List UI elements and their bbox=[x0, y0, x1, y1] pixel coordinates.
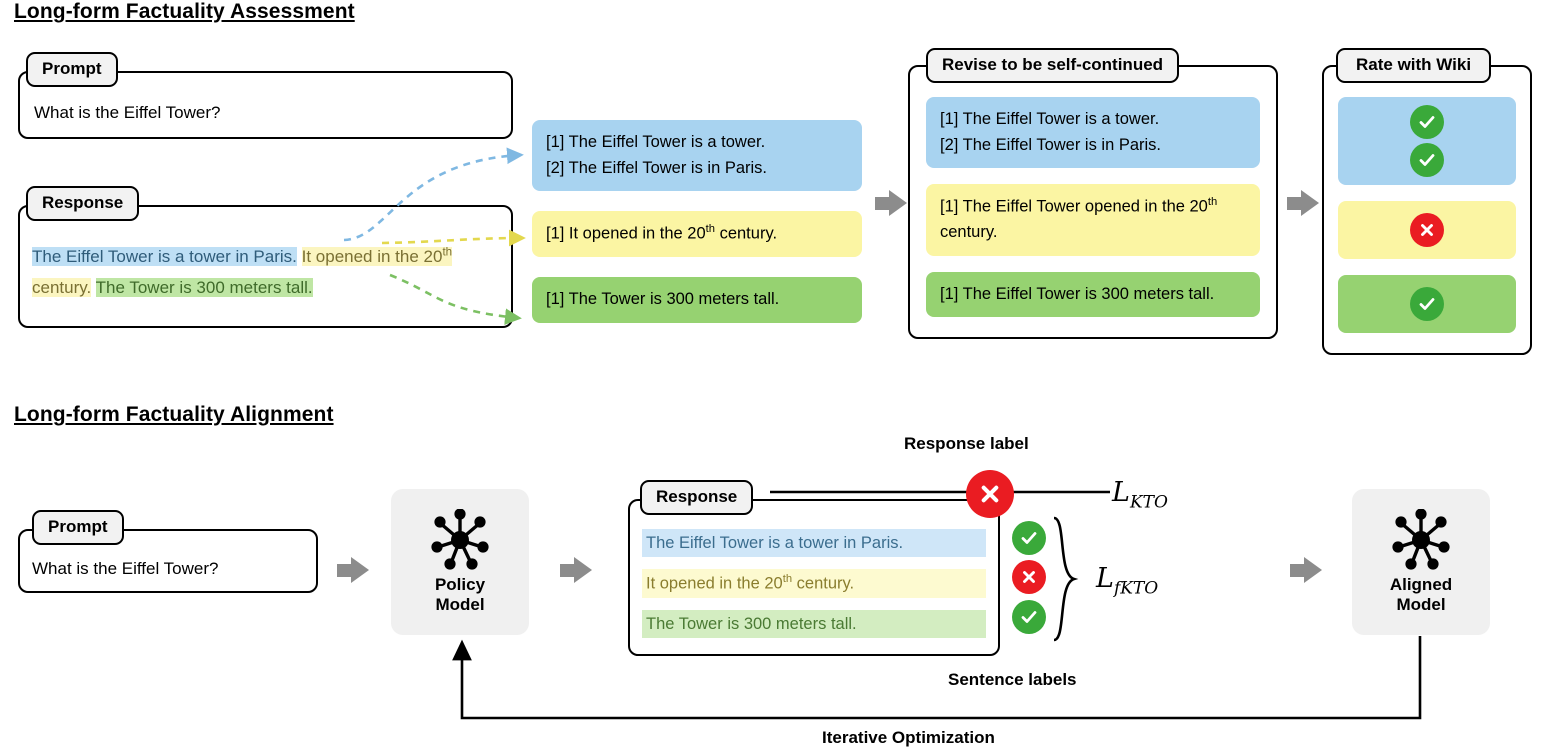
check-icon bbox=[1410, 287, 1444, 321]
iterative-optimization-caption: Iterative Optimization bbox=[822, 728, 995, 747]
alignment-sentence-green: The Tower is 300 meters tall. bbox=[642, 610, 986, 638]
revise-tag: Revise to be self-continued bbox=[926, 48, 1179, 83]
network-icon bbox=[1390, 509, 1452, 571]
rate-tag: Rate with Wiki bbox=[1336, 48, 1491, 83]
revised-fact-yellow: [1] The Eiffel Tower opened in the 20th century. bbox=[926, 184, 1260, 256]
policy-model-block bbox=[391, 489, 529, 635]
prompt-tag-bottom: Prompt bbox=[32, 510, 124, 545]
loss-fkto: $L_{fKTO}$ bbox=[1096, 563, 1159, 599]
response-tag: Response bbox=[26, 186, 139, 221]
prompt-text-bottom: What is the Eiffel Tower? bbox=[32, 559, 219, 578]
arrow-to-revise bbox=[875, 190, 907, 216]
response-tag-bottom: Response bbox=[640, 480, 753, 515]
rating-blue bbox=[1338, 97, 1516, 185]
prompt-text: What is the Eiffel Tower? bbox=[34, 103, 221, 122]
network-icon bbox=[429, 509, 491, 571]
loss-kto: $L_{KTO}$ bbox=[1112, 477, 1168, 513]
cross-icon bbox=[1410, 213, 1444, 247]
sentence-label-check-1 bbox=[1012, 521, 1046, 555]
sentence-labels-caption: Sentence labels bbox=[948, 670, 1077, 689]
extracted-fact-green: [1] The Tower is 300 meters tall. bbox=[532, 277, 862, 323]
arrow-to-aligned-model bbox=[1290, 557, 1322, 583]
extracted-fact-yellow: [1] It opened in the 20th century. bbox=[532, 211, 862, 257]
aligned-model-label: Aligned Model bbox=[1389, 574, 1453, 614]
prompt-tag: Prompt bbox=[26, 52, 118, 87]
policy-model-label: Policy Model bbox=[434, 574, 486, 614]
assessment-section-title: Long-form Factuality Assessment bbox=[14, 0, 355, 23]
revised-fact-green: [1] The Eiffel Tower is 300 meters tall. bbox=[926, 272, 1260, 318]
check-icon bbox=[1410, 143, 1444, 177]
sentence-labels-brace bbox=[1050, 516, 1082, 642]
iterative-optimization-path bbox=[440, 630, 1450, 740]
rating-green bbox=[1338, 275, 1516, 333]
response-label-connector bbox=[770, 470, 1130, 510]
revise-group bbox=[908, 48, 1278, 339]
response-label-caption: Response label bbox=[904, 434, 1029, 453]
sentence-label-cross-2 bbox=[1012, 560, 1046, 594]
alignment-prompt-group bbox=[18, 510, 318, 593]
response-sentence-3: The Tower is 300 meters tall. bbox=[95, 278, 313, 298]
response-sentence-1: The Eiffel Tower is a tower in Paris. bbox=[32, 247, 297, 266]
arrow-to-rate bbox=[1287, 190, 1319, 216]
response-sentence-2: It opened in the 20th century. bbox=[32, 246, 453, 298]
revise-box bbox=[908, 65, 1278, 339]
sentence-label-check-3 bbox=[1012, 600, 1046, 634]
rating-yellow bbox=[1338, 201, 1516, 259]
response-label-cross-icon bbox=[966, 470, 1014, 518]
revised-fact-blue: [1] The Eiffel Tower is a tower. [2] The Eiffel Tower is in Paris. bbox=[926, 97, 1260, 168]
check-icon bbox=[1410, 105, 1444, 139]
aligned-model-block bbox=[1352, 489, 1490, 635]
arrow-to-response bbox=[560, 557, 592, 583]
extracted-facts-column bbox=[532, 120, 862, 323]
alignment-sentence-blue: The Eiffel Tower is a tower in Paris. bbox=[642, 529, 986, 557]
arrow-to-policy-model bbox=[337, 557, 369, 583]
alignment-sentence-yellow: It opened in the 20th century. bbox=[642, 569, 986, 598]
extracted-fact-blue: [1] The Eiffel Tower is a tower. [2] The Eiffel Tower is in Paris. bbox=[532, 120, 862, 191]
alignment-section-title: Long-form Factuality Alignment bbox=[14, 403, 334, 426]
extraction-connectors bbox=[330, 110, 545, 340]
rate-group bbox=[1322, 48, 1532, 355]
rate-box bbox=[1322, 65, 1532, 355]
